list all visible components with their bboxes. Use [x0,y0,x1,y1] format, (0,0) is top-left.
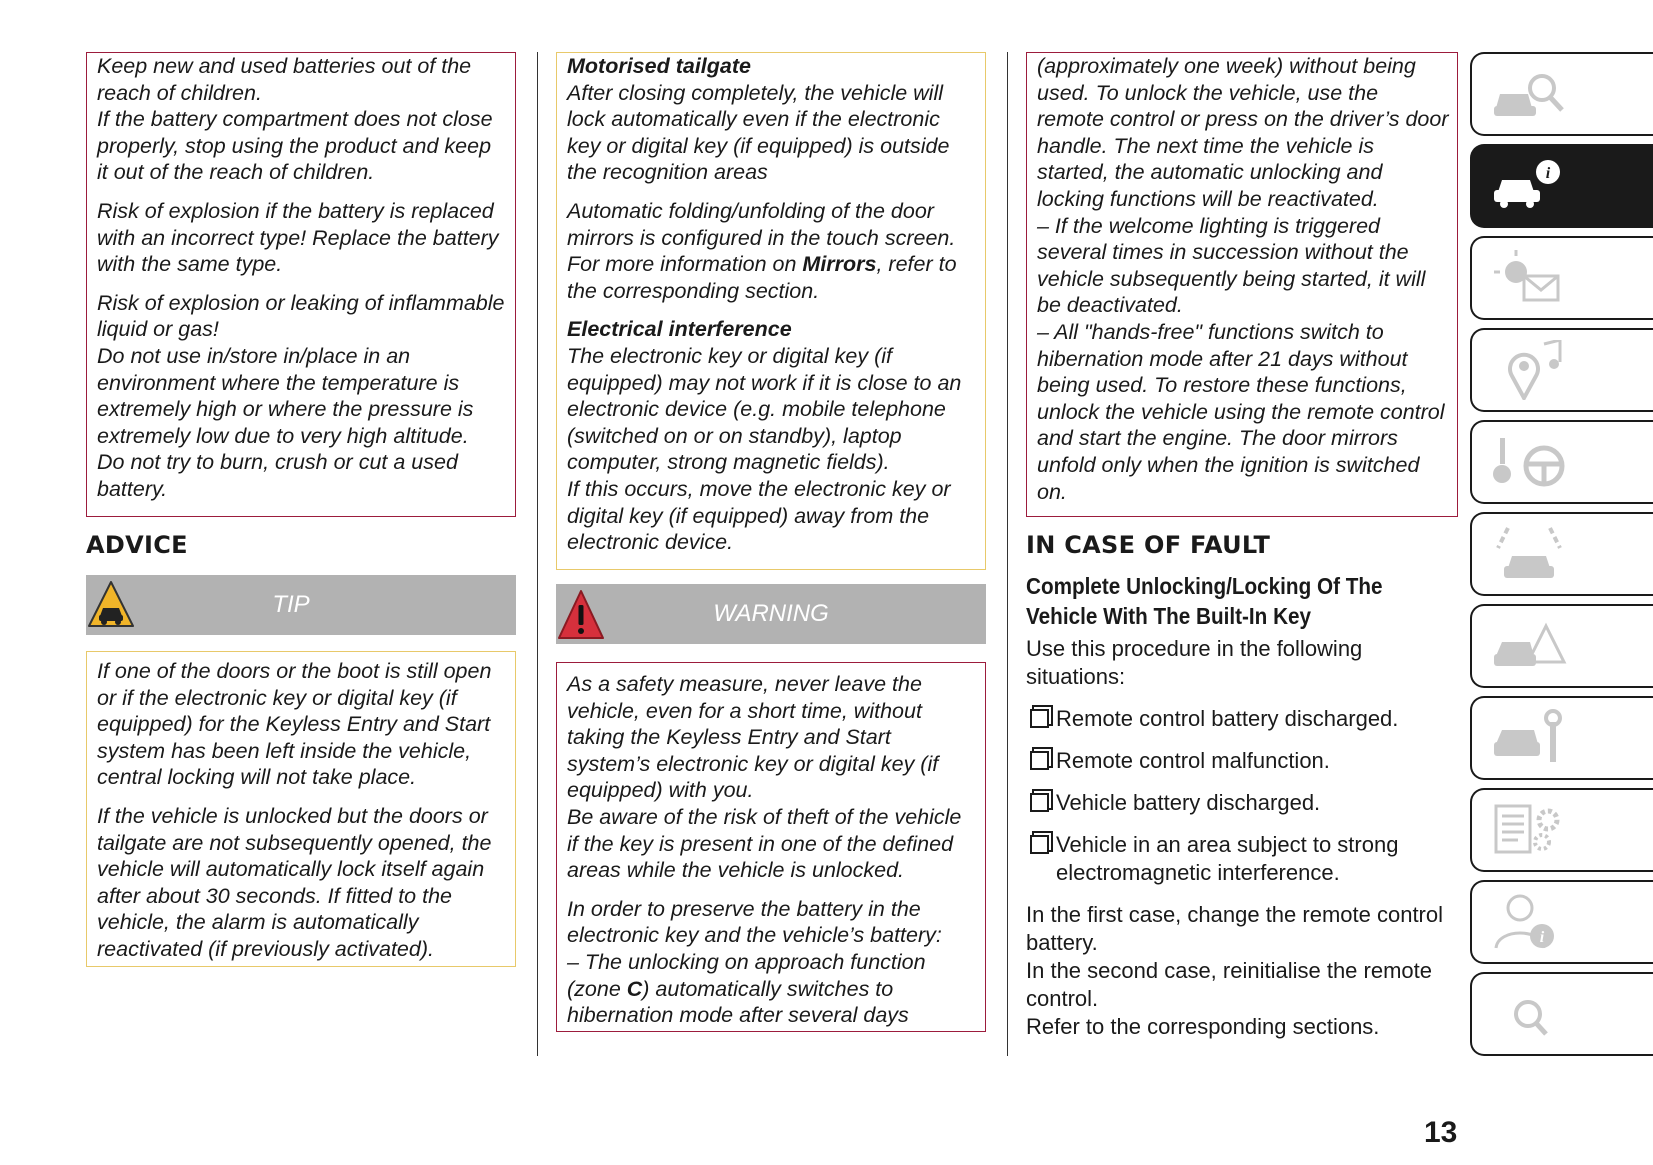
tip-banner [86,575,516,635]
svg-text:i: i [1545,165,1551,182]
warning-text: Be aware of the risk of theft of the vehicle if the key is present in one of the defined areas while the vehicle is unlocked. [567,804,962,883]
motorised-tailgate-section [567,53,977,186]
battery-paragraph-3 [97,290,507,503]
advice-heading: ADVICE [86,531,188,559]
warning-label: WARNING [713,600,829,627]
warning-box [556,662,986,1032]
list-item [1026,789,1458,817]
mirrors-paragraph [567,198,977,304]
warning-paragraph-1 [567,671,977,884]
car-search-icon [1490,64,1570,124]
tab-emergency[interactable] [1470,604,1653,688]
battery-text: Risk of explosion or leaking of inflammable liquid or gas! [97,290,505,342]
emergency-icon [1490,616,1570,676]
tip-label: TIP [272,591,310,618]
checkbox-bullet-icon [1030,751,1049,770]
tip-box [86,651,516,967]
checkbox-bullet-icon [1030,793,1049,812]
tab-audio-nav[interactable] [1470,328,1653,412]
warning-text: – All "hands-free" functions switch to hibernation mode after 21 days without being used. To restore these functions, unlock the vehicle using the remote control and start the engine. The door mirrors unfold only when the ignition is switched on. [1037,319,1445,504]
closing-text: In the second case, reinitialise the remote control. [1026,958,1433,1011]
electrical-interference-section [567,316,977,555]
column-divider [1007,52,1008,1056]
tab-multimedia[interactable] [1470,880,1653,964]
list-item-text: Remote control malfunction. [1056,748,1330,773]
fault-heading: IN CASE OF FAULT [1026,531,1271,559]
multimedia-info-icon [1490,892,1570,952]
column-right [1026,52,1458,1041]
warning-light-message-icon [1490,248,1570,308]
info-box [556,52,986,570]
page-number: 13 [1424,1116,1458,1149]
battery-paragraph-2: Risk of explosion if the battery is replaced with an incorrect type! Replace the battery with the same type. [97,198,499,277]
battery-text: Do not use in/store in/place in an environment where the temperature is extremely high or where the pressure is extremely low due to very high altitude. [97,343,474,448]
audio-navigation-icon [1490,340,1570,400]
car-info-icon [1490,156,1570,216]
checkbox-bullet-icon [1030,709,1049,728]
warning-text: As a safety measure, never leave the vehicle, even for a short time, without taking the Keyless Entry and Start system’s electronic key or digital key (if equipped) with you. [567,672,939,803]
column-middle [556,52,986,1032]
battery-warning-box [86,52,516,517]
fault-closing [1026,901,1458,1041]
battery-paragraph-1 [97,53,507,186]
tab-car-search[interactable] [1470,52,1653,136]
situation-list [1026,705,1458,887]
index-icon [1490,984,1570,1044]
mirrors-text: Automatic folding/unfolding of the door mirrors is configured in the touch screen. For more information on [567,198,956,277]
maintenance-icon [1490,708,1570,768]
list-item-text: Vehicle in an area subject to strong electromagnetic interference. [1056,832,1399,885]
mirrors-bold: Mirrors [802,252,877,277]
warning-paragraph-2 [567,896,977,1029]
electrical-interference-title: Electrical interference [567,317,792,342]
driver-assistance-icon [1490,524,1570,584]
warning-text: ) automatically switches to hibernation mode after several days [567,976,909,1028]
list-item [1026,831,1458,887]
continued-warning-box [1026,52,1458,517]
tab-car-info[interactable] [1470,144,1653,228]
tab-index[interactable] [1470,972,1653,1056]
list-item-text: Remote control battery discharged. [1056,706,1399,731]
continued-warning-text [1037,53,1449,505]
tip-paragraph-1: If one of the doors or the boot is still open or if the electronic key or digital key (if equipped) for the Keyless Entry and Start system has been left inside the vehicle, central locking will not take place. [97,659,492,790]
tab-maintenance[interactable] [1470,696,1653,780]
tab-driver-assistance[interactable] [1470,512,1653,596]
tab-technical-data[interactable] [1470,788,1653,872]
column-left [86,52,516,967]
starting-driving-icon [1490,432,1570,492]
fault-subheading: Complete Unlocking/Locking Of The Vehicle With The Built-In Key [1026,573,1383,629]
warning-text: – If the welcome lighting is triggered several times in succession without the vehicle subsequently being started, it will be deactivated. [1037,213,1426,318]
electrical-interference-text: The electronic key or digital key (if equipped) may not work if it is close to an electronic device (e.g. mobile telephone (switched on or on standby), laptop computer, strong magnetic fields). [567,343,962,475]
tab-warning-lights[interactable] [1470,236,1653,320]
svg-text:i: i [1539,929,1545,946]
motorised-tailgate-title: Motorised tailgate [567,54,751,78]
battery-text: Do not try to burn, crush or cut a used battery. [97,450,458,501]
tip-paragraph-2: If the vehicle is unlocked but the doors or tailgate are not subsequently opened, the vehicle will automatically lock itself again after about 30 seconds. If fitted to the vehicle, the alarm is automatically reactivated (if previously activated). [97,803,492,961]
mirrors-text: , refer to the corresponding section. [567,252,957,303]
warning-text: (approximately one week) without being used. To unlock the vehicle, use the remote control or press on the driver’s door handle. The next time the vehicle is started, the automatic unlocking and locking functions will be reactivated. [1037,54,1449,211]
technical-data-icon [1490,800,1570,860]
battery-text: Keep new and used batteries out of the reach of children. [97,54,472,105]
warning-banner [556,584,986,644]
list-item [1026,705,1458,733]
warning-text: In order to preserve the battery in the electronic key and the vehicle’s battery: [567,896,942,948]
battery-text: If the battery compartment does not close properly, stop using the product and keep it out of the reach of children. [97,107,493,185]
closing-text: In the first case, change the remote control battery. [1026,902,1444,955]
column-divider [537,52,538,1056]
checkbox-bullet-icon [1030,835,1049,854]
warning-text: – The unlocking on approach function (zone [567,949,926,1001]
zone-label: C [626,976,643,1001]
electrical-interference-text: If this occurs, move the electronic key or digital key (if equipped) away from the electronic device. [567,476,951,555]
motorised-tailgate-text: After closing completely, the vehicle will lock automatically even if the electronic key or digital key (if equipped) is outside the recognition areas [567,80,950,185]
tab-starting-driving[interactable] [1470,420,1653,504]
list-item [1026,747,1458,775]
list-item-text: Vehicle battery discharged. [1056,790,1321,815]
fault-intro: Use this procedure in the following situations: [1026,636,1363,689]
closing-text: Refer to the corresponding sections. [1026,1014,1380,1039]
